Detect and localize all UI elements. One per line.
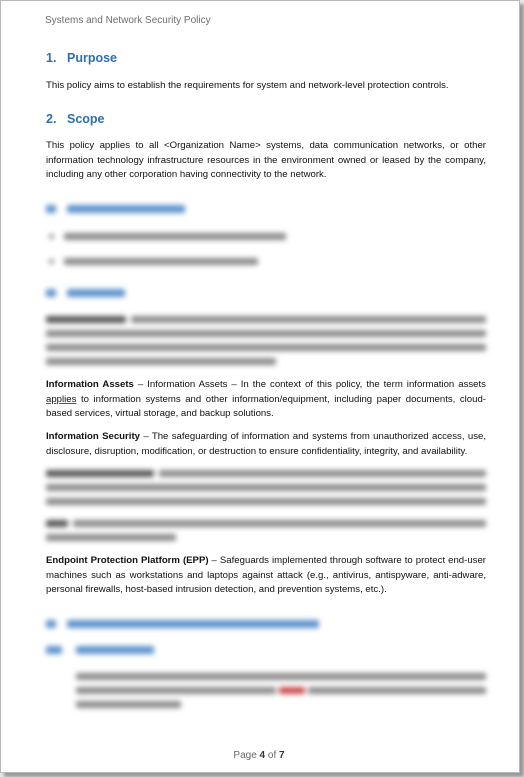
- term-information-assets: Information Assets: [46, 379, 134, 390]
- purpose-body: This policy aims to establish the requirements for system and network-level protection controls.: [46, 80, 449, 91]
- definition-information-security: [46, 430, 486, 459]
- definition-information-security-text: – The safeguarding of information and systems from unauthorized access, use, disclosure, disruption, modification, or destruction to ensure confidentiality, integrity, and availability.: [46, 431, 486, 457]
- scope-number: 2.: [46, 112, 57, 126]
- scope-body: This policy applies to all <Organization Name> systems, data communication networks, or other information technology infrastructure resources in the environment owned or leased by the company, including any other corporation having connectivity to the network.: [46, 140, 486, 180]
- purpose-number: 1.: [46, 51, 57, 65]
- definition-information-assets-text-a: – Information Assets – In the context of this policy, the term information assets: [133, 379, 486, 390]
- scope-heading: [46, 112, 105, 126]
- term-information-security: Information Security: [46, 431, 140, 442]
- underlined-word: applies: [46, 393, 77, 405]
- purpose-heading: [46, 51, 117, 65]
- term-epp: Endpoint Protection Platform (EPP): [46, 555, 209, 566]
- footer-of: of: [265, 750, 280, 761]
- definition-epp: [46, 554, 486, 598]
- footer-current-page: 4: [259, 750, 266, 761]
- definition-information-assets-text-b: to information systems and other information/equipment, including paper documents, cloud-based services, virtual storage, and backup solutions.: [46, 393, 486, 419]
- scope-title: Scope: [67, 112, 105, 126]
- footer-total-pages: 7: [279, 750, 285, 761]
- footer-prefix: Page: [233, 750, 260, 761]
- definition-epp-text: – Safeguards implemented through software to protect end-user machines such as workstations and laptops against attack (e.g., antivirus, antispyware, anti-adware, personal firewalls, host-based intrusion detection, and prevention systems, etc.).: [46, 555, 486, 595]
- page-footer: [0, 750, 518, 761]
- purpose-title: Purpose: [67, 51, 118, 65]
- definition-information-assets: [46, 378, 486, 422]
- page-header: Systems and Network Security Policy: [45, 15, 211, 26]
